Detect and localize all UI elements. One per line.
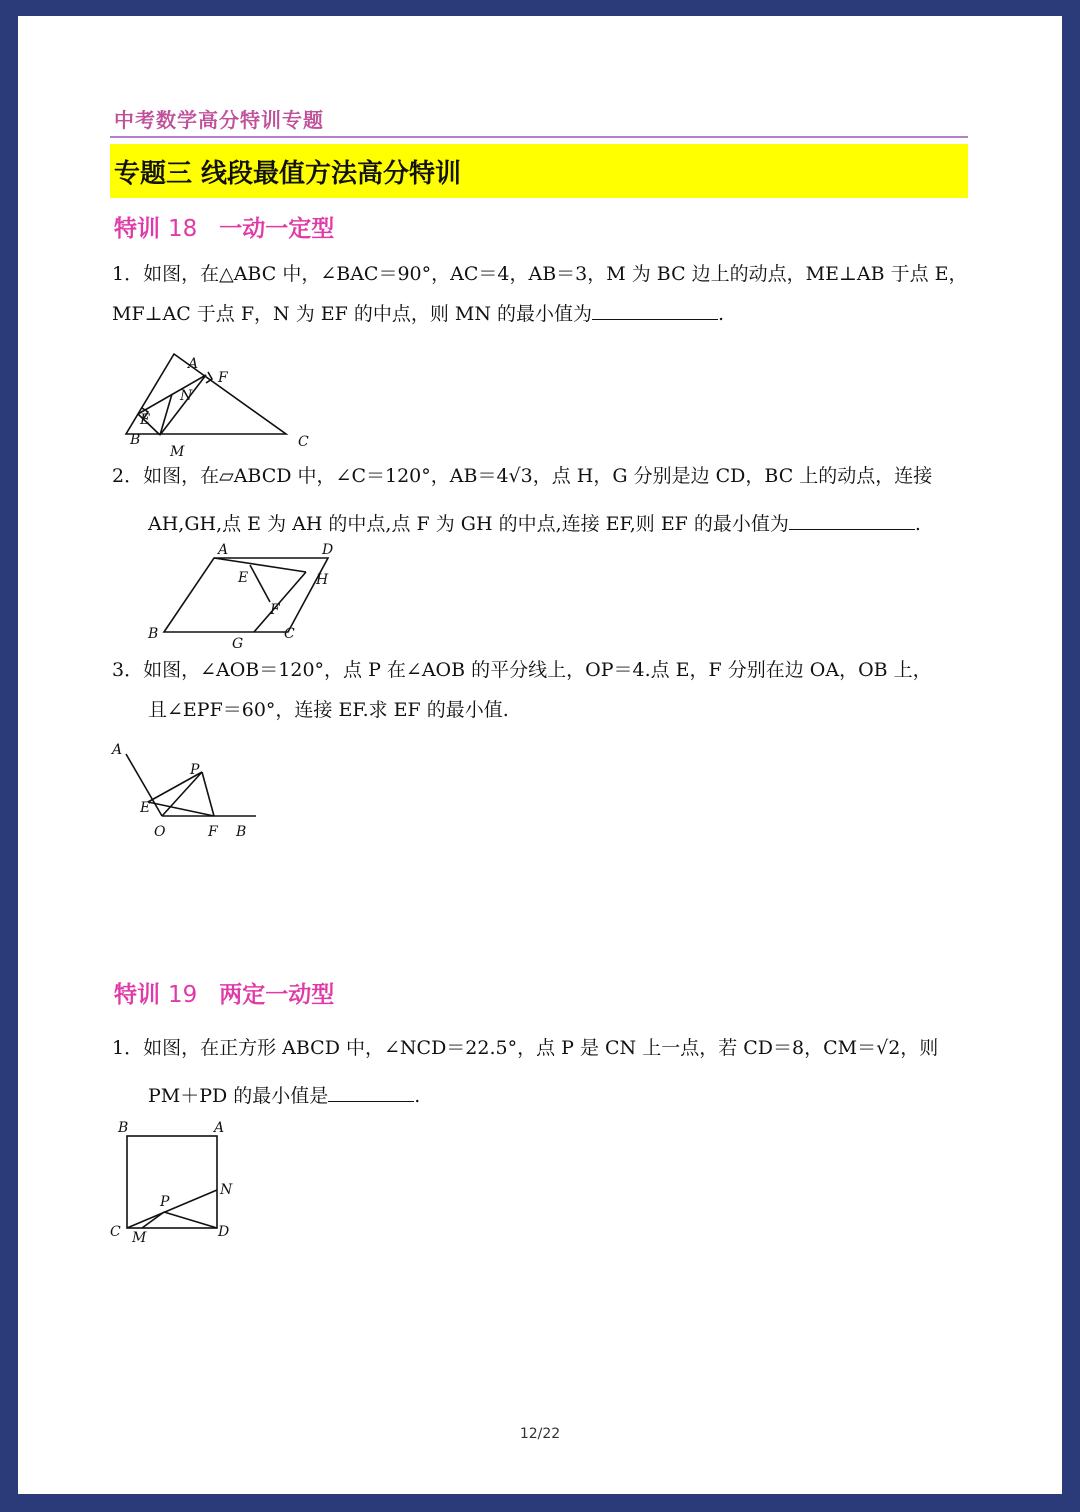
header-divider: [110, 136, 968, 138]
question-number: 1．: [112, 263, 144, 285]
question-text-line2: AH,GH,点 E 为 AH 的中点,点 F 为 GH 的中点,连接 EF,则 EF 的最小值为: [148, 513, 789, 535]
question-text-line1: 如图，在▱ABCD 中，∠C＝120°，AB＝4√3，点 H，G 分别是边 CD，BC 上的动点，连接: [143, 465, 933, 487]
question-18-3: [112, 650, 972, 730]
section-number: 18: [168, 216, 198, 242]
segment-cn: [127, 1190, 217, 1228]
label-f: F: [218, 370, 228, 386]
label-h: H: [316, 572, 329, 588]
segment-mf: [160, 375, 206, 435]
question-text-line2: 且∠EPF＝60°，连接 EF.求 EF 的最小值.: [148, 699, 509, 721]
segment-ef: [250, 565, 270, 602]
section-18-heading: [114, 210, 334, 243]
label-d: D: [218, 1224, 230, 1240]
section-label: 特训: [114, 982, 160, 1008]
question-19-1: [112, 1024, 972, 1120]
section-subtitle: 一动一定型: [219, 216, 335, 242]
question-text-line2: PM＋PD 的最小值是: [148, 1085, 329, 1107]
answer-blank[interactable]: [328, 1077, 414, 1102]
page-number: 12/22: [519, 1426, 561, 1442]
section-label: 特训: [114, 216, 160, 242]
label-m: M: [132, 1230, 147, 1246]
question-text-line1: 如图，在△ABC 中，∠BAC＝90°，AC＝4，AB＝3，M 为 BC 边上的动点，ME⊥AB 于点 E，: [143, 263, 968, 285]
label-b: B: [118, 1120, 129, 1136]
label-m: M: [170, 444, 185, 460]
segment-ah: [214, 558, 306, 572]
label-e: E: [238, 570, 249, 586]
label-n: N: [180, 388, 193, 404]
answer-blank[interactable]: [789, 505, 915, 530]
label-a: A: [188, 356, 199, 372]
label-a: A: [214, 1120, 225, 1136]
question-text-line1: 如图，在正方形 ABCD 中，∠NCD＝22.5°，点 P 是 CN 上一点，若 CD＝8，CM＝√2，则: [143, 1037, 939, 1059]
label-b: B: [130, 432, 141, 448]
label-f: F: [270, 602, 280, 618]
label-c: C: [284, 626, 295, 642]
label-b: B: [148, 626, 159, 642]
label-p: P: [190, 762, 200, 778]
label-b: B: [236, 824, 247, 840]
label-n: N: [220, 1182, 233, 1198]
label-g: G: [232, 636, 244, 652]
question-end: .: [717, 303, 725, 325]
question-number: 2．: [112, 465, 144, 487]
label-d: D: [322, 542, 334, 558]
label-e: E: [140, 412, 151, 428]
question-end: .: [914, 513, 921, 535]
question-end: .: [414, 1085, 421, 1107]
question-text-line2: MF⊥AC 于点 F，N 为 EF 的中点，则 MN 的最小值为: [112, 303, 592, 325]
banner-title: 专题三 线段最值方法高分特训: [114, 159, 462, 189]
section-19-heading: [114, 976, 334, 1009]
segment-hg: [254, 572, 306, 632]
figure-19-1: [108, 1118, 268, 1248]
question-text-line1: 如图，∠AOB＝120°，点 P 在∠AOB 的平分线上，OP＝4.点 E，F 分别在边 OA，OB 上，: [143, 659, 932, 681]
worksheet-page: [18, 16, 1062, 1494]
figure-18-2: [146, 542, 346, 652]
section-number: 19: [168, 982, 198, 1008]
question-18-1: [112, 254, 972, 334]
label-c: C: [110, 1224, 121, 1240]
topic-banner: [110, 144, 968, 198]
figure-18-3: [108, 738, 278, 838]
figure-18-1: [108, 338, 309, 460]
question-18-2: [112, 452, 972, 548]
section-subtitle: 两定一动型: [219, 982, 335, 1008]
label-c: C: [298, 434, 309, 450]
question-number: 1．: [112, 1037, 144, 1059]
segment-pf: [202, 772, 214, 816]
label-e: E: [140, 800, 151, 816]
label-f: F: [208, 824, 218, 840]
answer-blank[interactable]: [592, 295, 718, 320]
segment-pd: [164, 1212, 217, 1228]
header-title: 中考数学高分特训专题: [114, 108, 324, 132]
label-a: A: [218, 542, 229, 558]
label-o: O: [154, 824, 166, 840]
label-a: A: [112, 742, 123, 758]
label-p: P: [160, 1194, 170, 1210]
question-number: 3．: [112, 659, 144, 681]
